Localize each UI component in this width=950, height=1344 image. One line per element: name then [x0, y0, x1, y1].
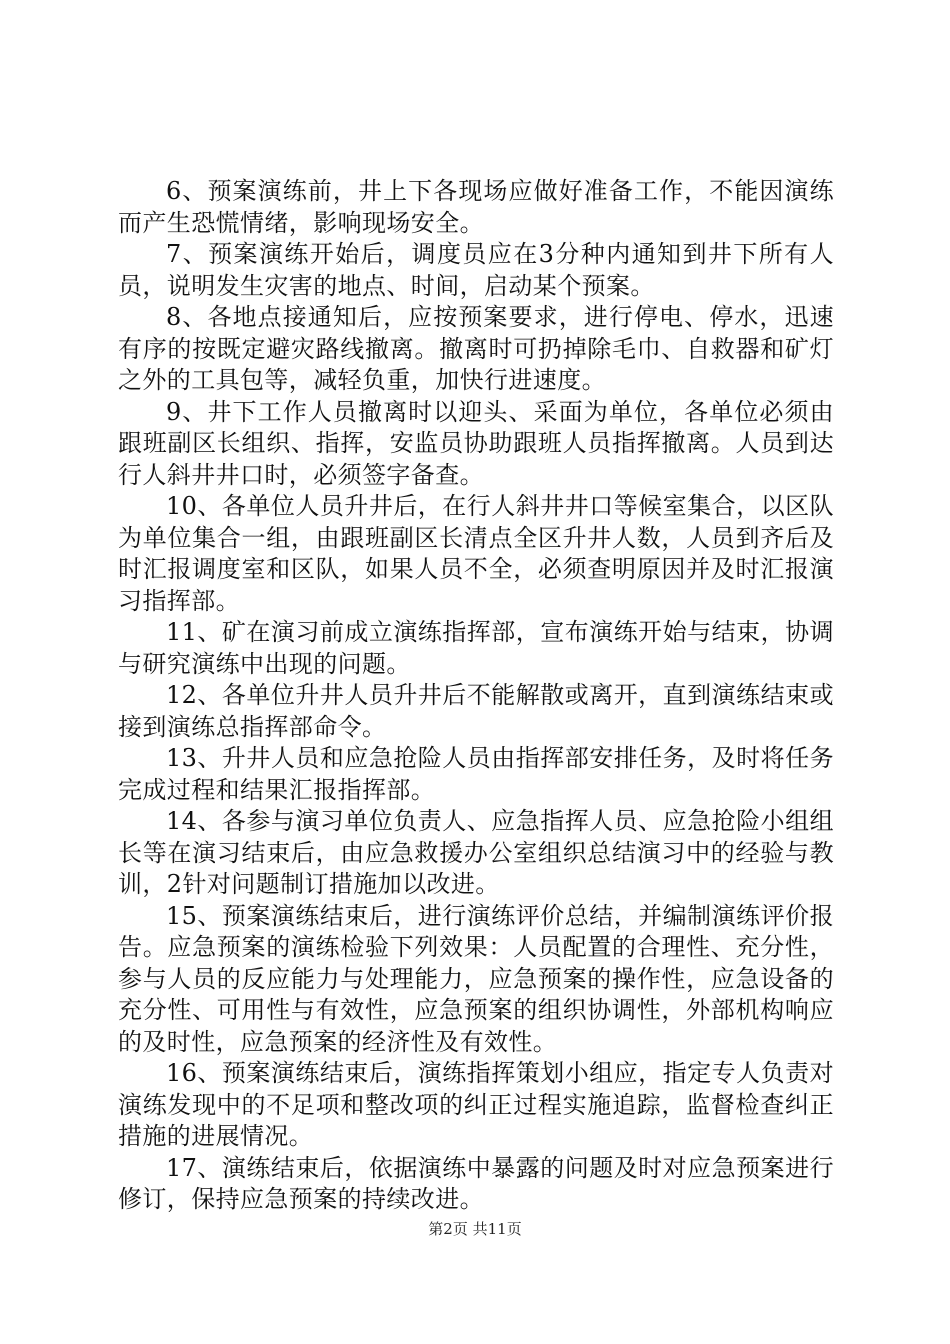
paragraph-6: 6、预案演练前，井上下各现场应做好准备工作，不能因演练而产生恐慌情绪，影响现场安全。	[118, 177, 834, 237]
paragraph-9: 9、井下工作人员撤离时以迎头、采面为单位，各单位必须由跟班副区长组织、指挥，安监员协助跟班人员指挥撤离。人员到达行人斜井井口时，必须签字备查。	[118, 397, 834, 489]
paragraph-8: 8、各地点接通知后，应按预案要求，进行停电、停水，迅速有序的按既定避灾路线撤离。撤离时可扔掉除毛巾、自救器和矿灯之外的工具包等，减轻负重，加快行进速度。	[118, 303, 834, 394]
document-body	[118, 176, 834, 1216]
paragraph-11: 11、矿在演习前成立演练指挥部，宣布演练开始与结束，协调与研究演练中出现的问题。	[118, 618, 834, 678]
paragraph-13: 13、升井人员和应急抢险人员由指挥部安排任务，及时将任务完成过程和结果汇报指挥部。	[118, 744, 834, 804]
paragraph-10: 10、各单位人员升井后，在行人斜井井口等候室集合，以区队为单位集合一组，由跟班副区长清点全区升井人数，人员到齐后及时汇报调度室和区队，如果人员不全，必须查明原因并及时汇报演习指挥部。	[118, 492, 834, 615]
paragraph-14: 14、各参与演习单位负责人、应急指挥人员、应急抢险小组组长等在演习结束后，由应急救援办公室组织总结演习中的经验与教训，2针对问题制订措施加以改进。	[118, 807, 834, 898]
paragraph-12: 12、各单位升井人员升井后不能解散或离开，直到演练结束或接到演练总指挥部命令。	[118, 681, 834, 741]
paragraph-16: 16、预案演练结束后，演练指挥策划小组应，指定专人负责对演练发现中的不足项和整改项的纠正过程实施追踪，监督检查纠正措施的进展情况。	[118, 1059, 834, 1150]
paragraph-17: 17、演练结束后，依据演练中暴露的问题及时对应急预案进行修订，保持应急预案的持续改进。	[118, 1153, 834, 1213]
paragraph-7: 7、预案演练开始后，调度员应在3分种内通知到井下所有人员，说明发生灾害的地点、时间，启动某个预案。	[118, 240, 834, 300]
paragraph-15: 15、预案演练结束后，进行演练评价总结，并编制演练评价报告。应急预案的演练检验下列效果：人员配置的合理性、充分性，参与人员的反应能力与处理能力，应急预案的操作性，应急设备的充分性、可用性与有效性，应急预案的组织协调性，外部机构响应的及时性，应急预案的经济性及有效性。	[118, 901, 834, 1056]
page-number-footer: 第2页 共11页	[428, 1220, 522, 1238]
